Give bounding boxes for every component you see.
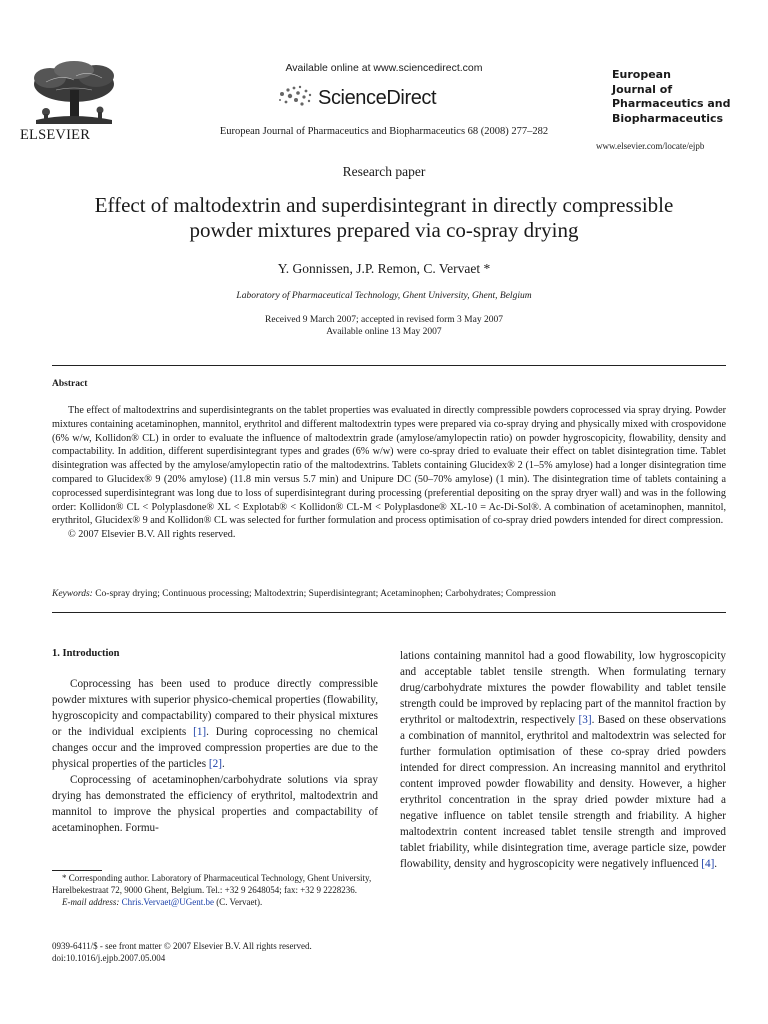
affiliation: Laboratory of Pharmaceutical Technology, Ghent University, Ghent, Belgium	[236, 291, 532, 301]
journal-logo-line: Pharmaceutics and	[612, 97, 731, 110]
journal-citation: European Journal of Pharmaceutics and Biopharmaceutics 68 (2008) 277–282	[219, 126, 549, 137]
author-list[interactable]: Y. Gonnissen, J.P. Remon, C. Vervaet *	[277, 261, 491, 276]
title-line-1: Effect of maltodextrin and superdisintegrant in directly compressible	[94, 193, 674, 217]
email-link[interactable]: Chris.Vervaet@UGent.be	[121, 897, 214, 907]
abstract-heading: Abstract	[52, 379, 88, 389]
intro-paragraph	[52, 676, 378, 772]
intro-heading: 1. Introduction	[52, 648, 120, 659]
intro-text: . Based on these observations a combination of mannitol, erythritol and maltodextrin was selected for further formulation optimisation of these co-spray dried powders intended for direct compression. An increasing mannitol and erythritol content improved powder flowability and density. However, a higher erythritol concentration in the spray dried powder mixture had a negative influence on tablet tensile strength and friability. A higher maltodextrin content increased tablet tensile strength and improved tablet friability, while disintegration time, average particle size, powder flowability, density and hygroscopicity were negatively influenced	[400, 714, 726, 870]
intro-paragraph: Coprocessing of acetaminophen/carbohydrate solutions via spray drying has demonstrated the efficiency of erythritol, maltodextrin and mannitol to improve the physical properties and compactability of acetaminophen. Formu-	[52, 774, 378, 834]
journal-logo-line: Journal of	[612, 82, 673, 96]
journal-logo-line: Biopharmaceutics	[612, 111, 724, 125]
journal-logo	[612, 68, 731, 126]
intro-text: lations containing mannitol had a good flowability, low hygroscopicity and acceptable tablet tensile strength. When formulating ternary drug/carbohydrate mixtures the powder flowability and tablet tensile strength could be improved by replacing part of the mannitol fraction by erythritol or maltodextrin, respectively	[400, 650, 726, 726]
keywords-text: Co-spray drying; Continuous processing; Maltodextrin; Superdisintegrant; Acetaminophen; Carbohydrates; Compression	[95, 589, 556, 599]
email-label: E-mail address:	[62, 897, 122, 907]
reference-link-3[interactable]: [3]	[578, 714, 592, 726]
issn-line: 0939-6411/$ - see front matter © 2007 Elsevier B.V. All rights reserved.	[52, 941, 312, 951]
reference-link-1[interactable]: [1]	[193, 726, 207, 738]
article-type: Research paper	[342, 164, 426, 179]
intro-body-right	[400, 648, 726, 872]
article-title	[50, 193, 718, 243]
doi-line[interactable]: doi:10.1016/j.ejpb.2007.05.004	[52, 953, 166, 963]
intro-text: . During coprocessing no chemical changes occur and the improved compression properties are due to the physical properties of the particles	[52, 726, 378, 770]
abstract-copyright: © 2007 Elsevier B.V. All rights reserved.	[68, 529, 236, 541]
intro-text: .	[714, 858, 718, 870]
divider-top	[52, 365, 726, 366]
footnote-text: * Corresponding author. Laboratory of Pharmaceutical Technology, Ghent University, Harelbekestraat 72, 9000 Ghent, Belgium. Tel.: +32 9 2648054; fax: +32 9 2228236.	[52, 873, 372, 895]
available-online-text[interactable]: Available online at www.sciencedirect.com	[285, 62, 483, 74]
abstract-text: The effect of maltodextrins and superdisintegrants on the tablet properties was evaluated in directly compressible powders coprocessed via spray drying. Powder mixtures containing acetaminophen, mannitol, erythritol and different maltodextrin types were prepared via co-spray drying and physically mixed with crospovidone (6% w/w, Kollidon® CL) in order to evaluate the influence of maltodextrin grade (amylose/amylopectin ratio) on powder hygroscopicity, flowability, density and compactability. In addition, different superdisintegrant types and grades (6% w/w) were co-spray dried to evaluate their effect on tablet disintegration time. Tablet disintegration was affected by the amylose/amylopectin ratio of the maltodextrins. Tablets containing Glucidex® 2 (1–5% amylose) had a longer disintegration time compared to Glucidex® 9 (20% amylose) (11.8 min versus 5.7 min) and Unipure DC (50–70% amylose) (1 min). The disintegration time of tablets containing a coprocessed superdisintegrant was long due to loss of superdisintegrant during processing (preferential depositing on the spray dryer wall) and was in the following order: Kollidon® CL < Polyplasdone® XL < Explotab® < Kollidon® CL-M < Polyplasdone® XL-10 = Ac-Di-Sol®. A combination of acetaminophen, mannitol, erythritol, Glucidex® 9 and Kollidon® CL was selected for further formulation and process optimisation of co-spray dried powders intended for direct compression.	[52, 405, 726, 527]
footnote	[52, 872, 378, 908]
sciencedirect-dots-icon	[276, 84, 316, 115]
keywords	[52, 589, 726, 599]
journal-url-link[interactable]: www.elsevier.com/locate/ejpb	[596, 141, 705, 151]
page-footer	[52, 940, 312, 964]
publisher-name: ELSEVIER	[20, 127, 91, 143]
intro-text: Coprocessing has been used to produce directly compressible powder mixtures with superior physico-chemical properties (flowability, hygroscopicity and compactability) compared to their physical mixtures or the individual excipients	[52, 678, 378, 738]
intro-body-left	[52, 676, 378, 836]
reference-link-2[interactable]: [2]	[208, 758, 222, 770]
email-suffix: (C. Vervaet).	[213, 897, 263, 907]
online-date: Available online 13 May 2007	[326, 326, 442, 337]
intro-text: .	[221, 758, 225, 770]
footnote-rule	[52, 870, 102, 871]
sciencedirect-wordmark: ScienceDirect	[318, 87, 437, 109]
intro-paragraph	[400, 648, 726, 872]
journal-logo-line: European	[612, 68, 671, 81]
keywords-label: Keywords:	[52, 589, 93, 599]
article-dates	[0, 315, 768, 338]
reference-link-4[interactable]: [4]	[701, 858, 715, 870]
divider-bottom	[52, 612, 726, 613]
abstract-body	[52, 404, 726, 542]
received-date: Received 9 March 2007; accepted in revised form 3 May 2007	[265, 315, 503, 325]
title-line-2: powder mixtures prepared via co-spray drying	[189, 218, 579, 242]
